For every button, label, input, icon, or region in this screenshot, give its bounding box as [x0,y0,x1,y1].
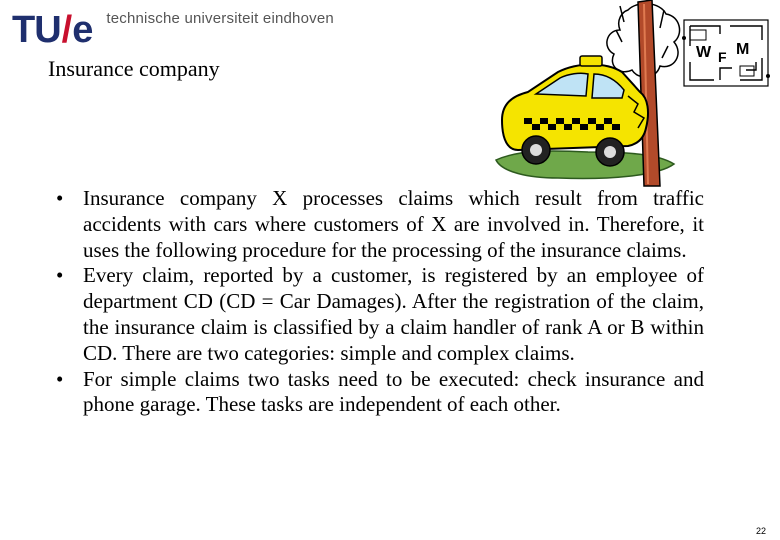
wfm-letter-m: M [736,41,750,58]
tue-logo [12,8,334,52]
slide-title: Insurance company [48,56,220,81]
bullet-list [50,186,704,418]
bullet-item: • For simple claims two tasks need to be executed: check insurance and phone garage. These tasks are independent of each other. [50,367,704,419]
bullet-item: • Insurance company X processes claims which result from traffic accidents with cars where customers of X are involved in. Therefore, it uses the following procedure for the processing of the insurance claims. [50,186,704,263]
logo-tagline: technische universiteit eindhoven [106,10,334,27]
wfm-letter-w: W [696,44,712,61]
wfm-letter-f: F [718,49,727,65]
tue-logo-mark [12,8,92,52]
logo-tu: TU [12,9,61,51]
page-number: 22 [755,526,766,536]
taxi-crash-icon [488,0,688,188]
logo-slash: / [61,9,72,51]
logo-e: e [72,9,93,51]
bullet-item: • Every claim, reported by a customer, is registered by an employee of department CD (CD = Car Damages). After the registration of the claim, the insurance claim is classified by a claim handler of rank A or B within CD. There are two categories: simple and complex claims. [50,263,704,366]
wfm-logo-icon [680,18,772,88]
